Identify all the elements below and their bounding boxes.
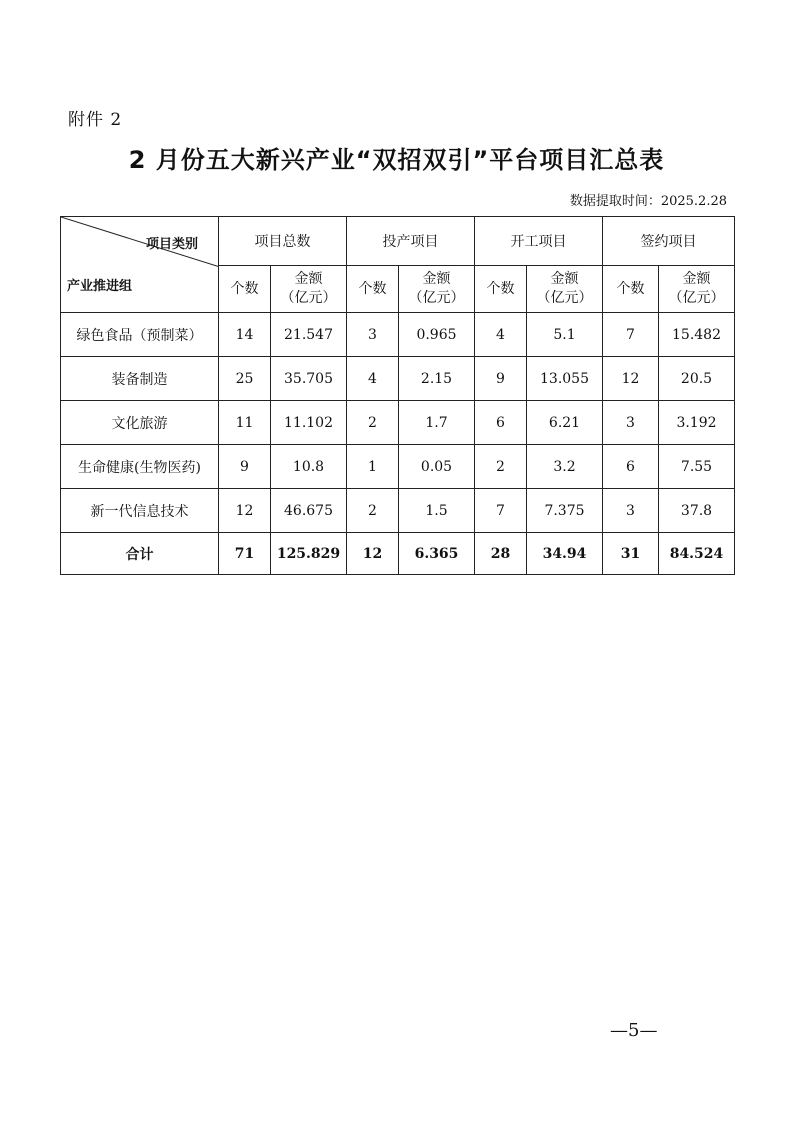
row-name: 装备制造 [61,357,219,401]
row-name: 生命健康(生物医药) [61,445,219,489]
count-cell: 3 [347,313,399,357]
amount-cell: 3.2 [527,445,603,489]
count-cell: 14 [219,313,271,357]
extract-time: 数据提取时间：2025.2.28 [569,194,727,209]
count-cell: 4 [475,313,527,357]
count-cell: 71 [219,533,271,575]
amount-cell: 6.21 [527,401,603,445]
document-title: 2 月份五大新兴产业“双招双引”平台项目汇总表 [128,146,665,174]
amount-cell: 20.5 [659,357,735,401]
amount-cell: 15.482 [659,313,735,357]
amount-label: 金额 [422,271,451,287]
sub-header-count: 个数 [475,266,527,313]
amount-cell: 84.524 [659,533,735,575]
sub-header-count: 个数 [603,266,659,313]
amount-cell: 3.192 [659,401,735,445]
row-name: 文化旅游 [61,401,219,445]
count-cell: 9 [219,445,271,489]
amount-cell: 35.705 [271,357,347,401]
count-cell: 2 [347,489,399,533]
amount-cell: 1.5 [399,489,475,533]
count-cell: 7 [603,313,659,357]
amount-cell: 125.829 [271,533,347,575]
amount-cell: 1.7 [399,401,475,445]
amount-unit: （亿元） [280,290,337,306]
corner-label-group: 产业推进组 [67,279,133,294]
table-row [61,445,735,489]
amount-unit: （亿元） [408,290,465,306]
sub-header-amount [399,266,475,313]
count-cell: 12 [347,533,399,575]
amount-cell: 2.15 [399,357,475,401]
amount-cell: 13.055 [527,357,603,401]
count-cell: 31 [603,533,659,575]
amount-cell: 0.05 [399,445,475,489]
table-body [61,313,735,575]
count-cell: 28 [475,533,527,575]
page-number: —5— [610,1020,658,1041]
sub-header-count: 个数 [219,266,271,313]
amount-unit: （亿元） [536,290,593,306]
table-row [61,357,735,401]
count-cell: 12 [219,489,271,533]
amount-cell: 11.102 [271,401,347,445]
amount-cell: 7.375 [527,489,603,533]
count-cell: 25 [219,357,271,401]
sub-header-amount [659,266,735,313]
count-cell: 3 [603,489,659,533]
amount-cell: 21.547 [271,313,347,357]
count-cell: 4 [347,357,399,401]
amount-cell: 10.8 [271,445,347,489]
group-header-started: 开工项目 [475,217,603,266]
count-cell: 2 [347,401,399,445]
amount-label: 金额 [294,271,323,287]
count-cell: 9 [475,357,527,401]
count-cell: 1 [347,445,399,489]
amount-cell: 46.675 [271,489,347,533]
count-cell: 2 [475,445,527,489]
table-corner-header [61,217,219,313]
amount-cell: 6.365 [399,533,475,575]
total-row [61,533,735,575]
group-header-production: 投产项目 [347,217,475,266]
group-header-signed: 签约项目 [603,217,735,266]
amount-cell: 37.8 [659,489,735,533]
amount-label: 金额 [550,271,579,287]
count-cell: 3 [603,401,659,445]
row-name: 绿色食品（预制菜） [61,313,219,357]
amount-unit: （亿元） [668,290,725,306]
amount-cell: 0.965 [399,313,475,357]
table-row [61,313,735,357]
table-row [61,401,735,445]
amount-cell: 5.1 [527,313,603,357]
count-cell: 12 [603,357,659,401]
corner-diagonal-line [61,217,218,312]
sub-header-count: 个数 [347,266,399,313]
count-cell: 11 [219,401,271,445]
count-cell: 7 [475,489,527,533]
row-name: 合计 [61,533,219,575]
sub-header-amount [271,266,347,313]
count-cell: 6 [475,401,527,445]
sub-header-amount [527,266,603,313]
table-row [61,489,735,533]
amount-cell: 34.94 [527,533,603,575]
attachment-label: 附件 2 [68,110,123,130]
amount-label: 金额 [682,271,711,287]
corner-label-category: 项目类别 [145,237,198,252]
amount-cell: 7.55 [659,445,735,489]
group-header-total: 项目总数 [219,217,347,266]
count-cell: 6 [603,445,659,489]
row-name: 新一代信息技术 [61,489,219,533]
summary-table [60,216,735,575]
